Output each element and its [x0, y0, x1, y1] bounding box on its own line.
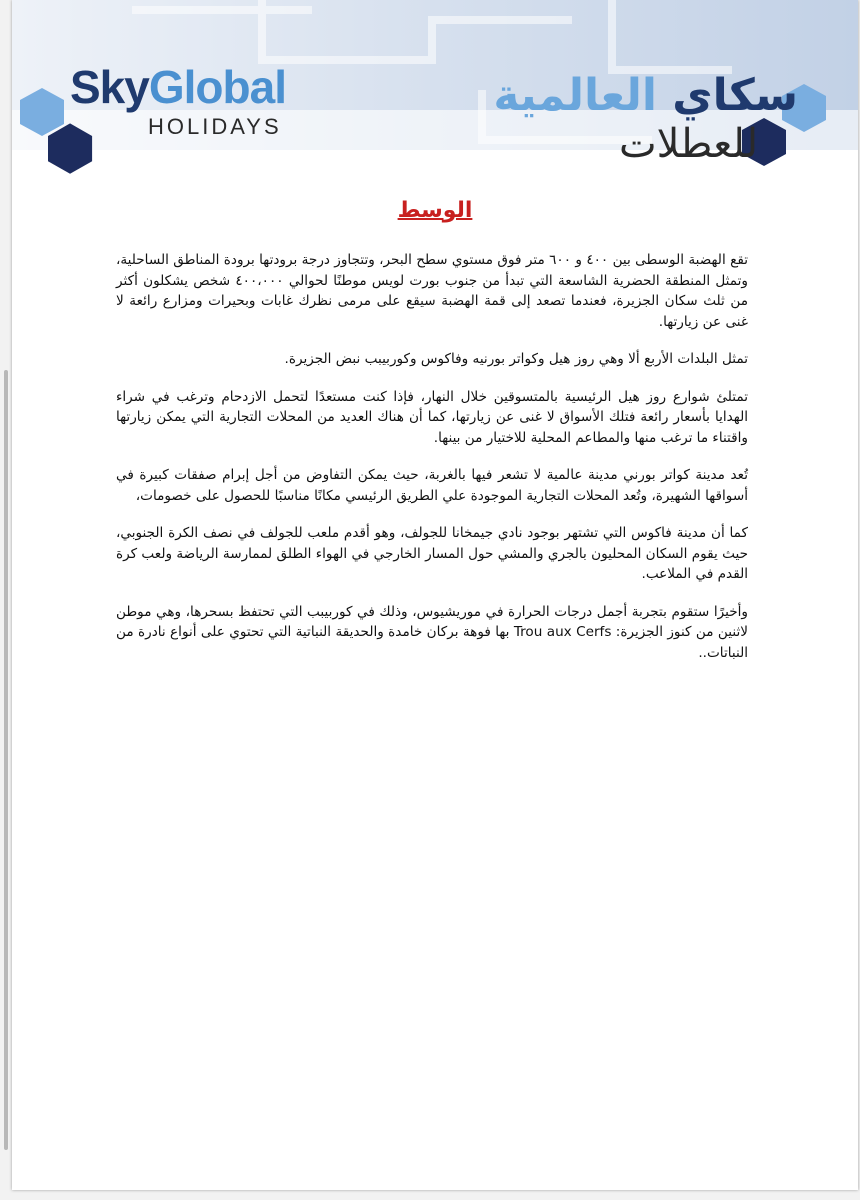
- paragraph: تمتلئ شوارع روز هيل الرئيسية بالمتسوقين خلال النهار، فإذا كنت مستعدًا لتحمل الازدحام وترغب في شراء الهدايا بأسعار رائعة فتلك الأسواق لا غنى عن زيارتها، كما أن هناك العديد من المحلات التجارية التي يمكن زيارتها واقتناء ما ترغب منها والمطاعم المحلية للاختيار من بينها.: [116, 388, 748, 446]
- logo-sky: Sky: [70, 61, 149, 113]
- logo-ar-global: العالمية: [493, 70, 657, 121]
- paragraph: وأخيرًا ستقوم بتجربة أجمل درجات الحرارة في موريشيوس، وذلك في كوربيبب التي تحتفظ بسحرها، وهي موطن لاثنين من كنوز الجزيرة: Trou aux Cerfs بها فوهة بركان خامدة والحديقة النباتية التي تحتوي على أنواع نادرة من النباتات..: [116, 603, 748, 661]
- logo-global: Global: [148, 61, 286, 113]
- skyglobal-logo: [70, 62, 286, 140]
- paragraph: كما أن مدينة فاكوس التي تشتهر بوجود نادي جيمخانا للجولف، وهو أقدم ملعب للجولف في نصف الكرة الجنوبي، حيث يقوم السكان المحليون بالجري والمشي حول المسار الخارجي في الهواء الطلق لممارسة الرياضة ولعب كرة القدم في الملاعب.: [116, 525, 748, 582]
- document-page: [12, 0, 858, 1190]
- page-title: الوسط: [397, 198, 473, 223]
- scrollbar-thumb[interactable]: [4, 370, 8, 1150]
- skyglobal-arabic-logo: [493, 70, 798, 166]
- document-body: [116, 250, 748, 680]
- logo-holidays: HOLIDAYS: [148, 114, 282, 139]
- logo-ar-sky: سكاي: [672, 70, 798, 121]
- logo-ar-holidays: للعطلات: [618, 121, 758, 167]
- paragraph: تمثل البلدات الأربع ألا وهي روز هيل وكواتر بورنيه وفاكوس وكوربيبب نبض الجزيرة.: [284, 351, 748, 367]
- paragraph: تقع الهضبة الوسطى بين ٤٠٠ و ٦٠٠ متر فوق مستوي سطح البحر، وتتجاوز درجة برودتها برودة المناطق الساحلية، وتمثل المنطقة الحضرية الشاسعة التي تبدأ من جنوب بورت لويس موطنًا لحوالي ٤٠٠،٠٠٠ شخص يشكلون أكثر من ثلث سكان الجزيرة، فعندما تصعد إلى قمة الهضبة سيقع على مرمى نظرك غابات وبحيرات ومزارع رائعة لا غنى عن زيارتها.: [116, 252, 748, 330]
- letterhead: [12, 0, 858, 190]
- paragraph: تُعد مدينة كواتر بورني مدينة عالمية لا تشعر فيها بالغربة، حيث يمكن التفاوض من أجل إبرام صفقات كبيرة في أسواقها الشهيرة، وتُعد المحلات التجارية الموجودة علي الطريق الرئيسي مكانًا مناسبًا للحصول على خصومات،: [116, 467, 748, 504]
